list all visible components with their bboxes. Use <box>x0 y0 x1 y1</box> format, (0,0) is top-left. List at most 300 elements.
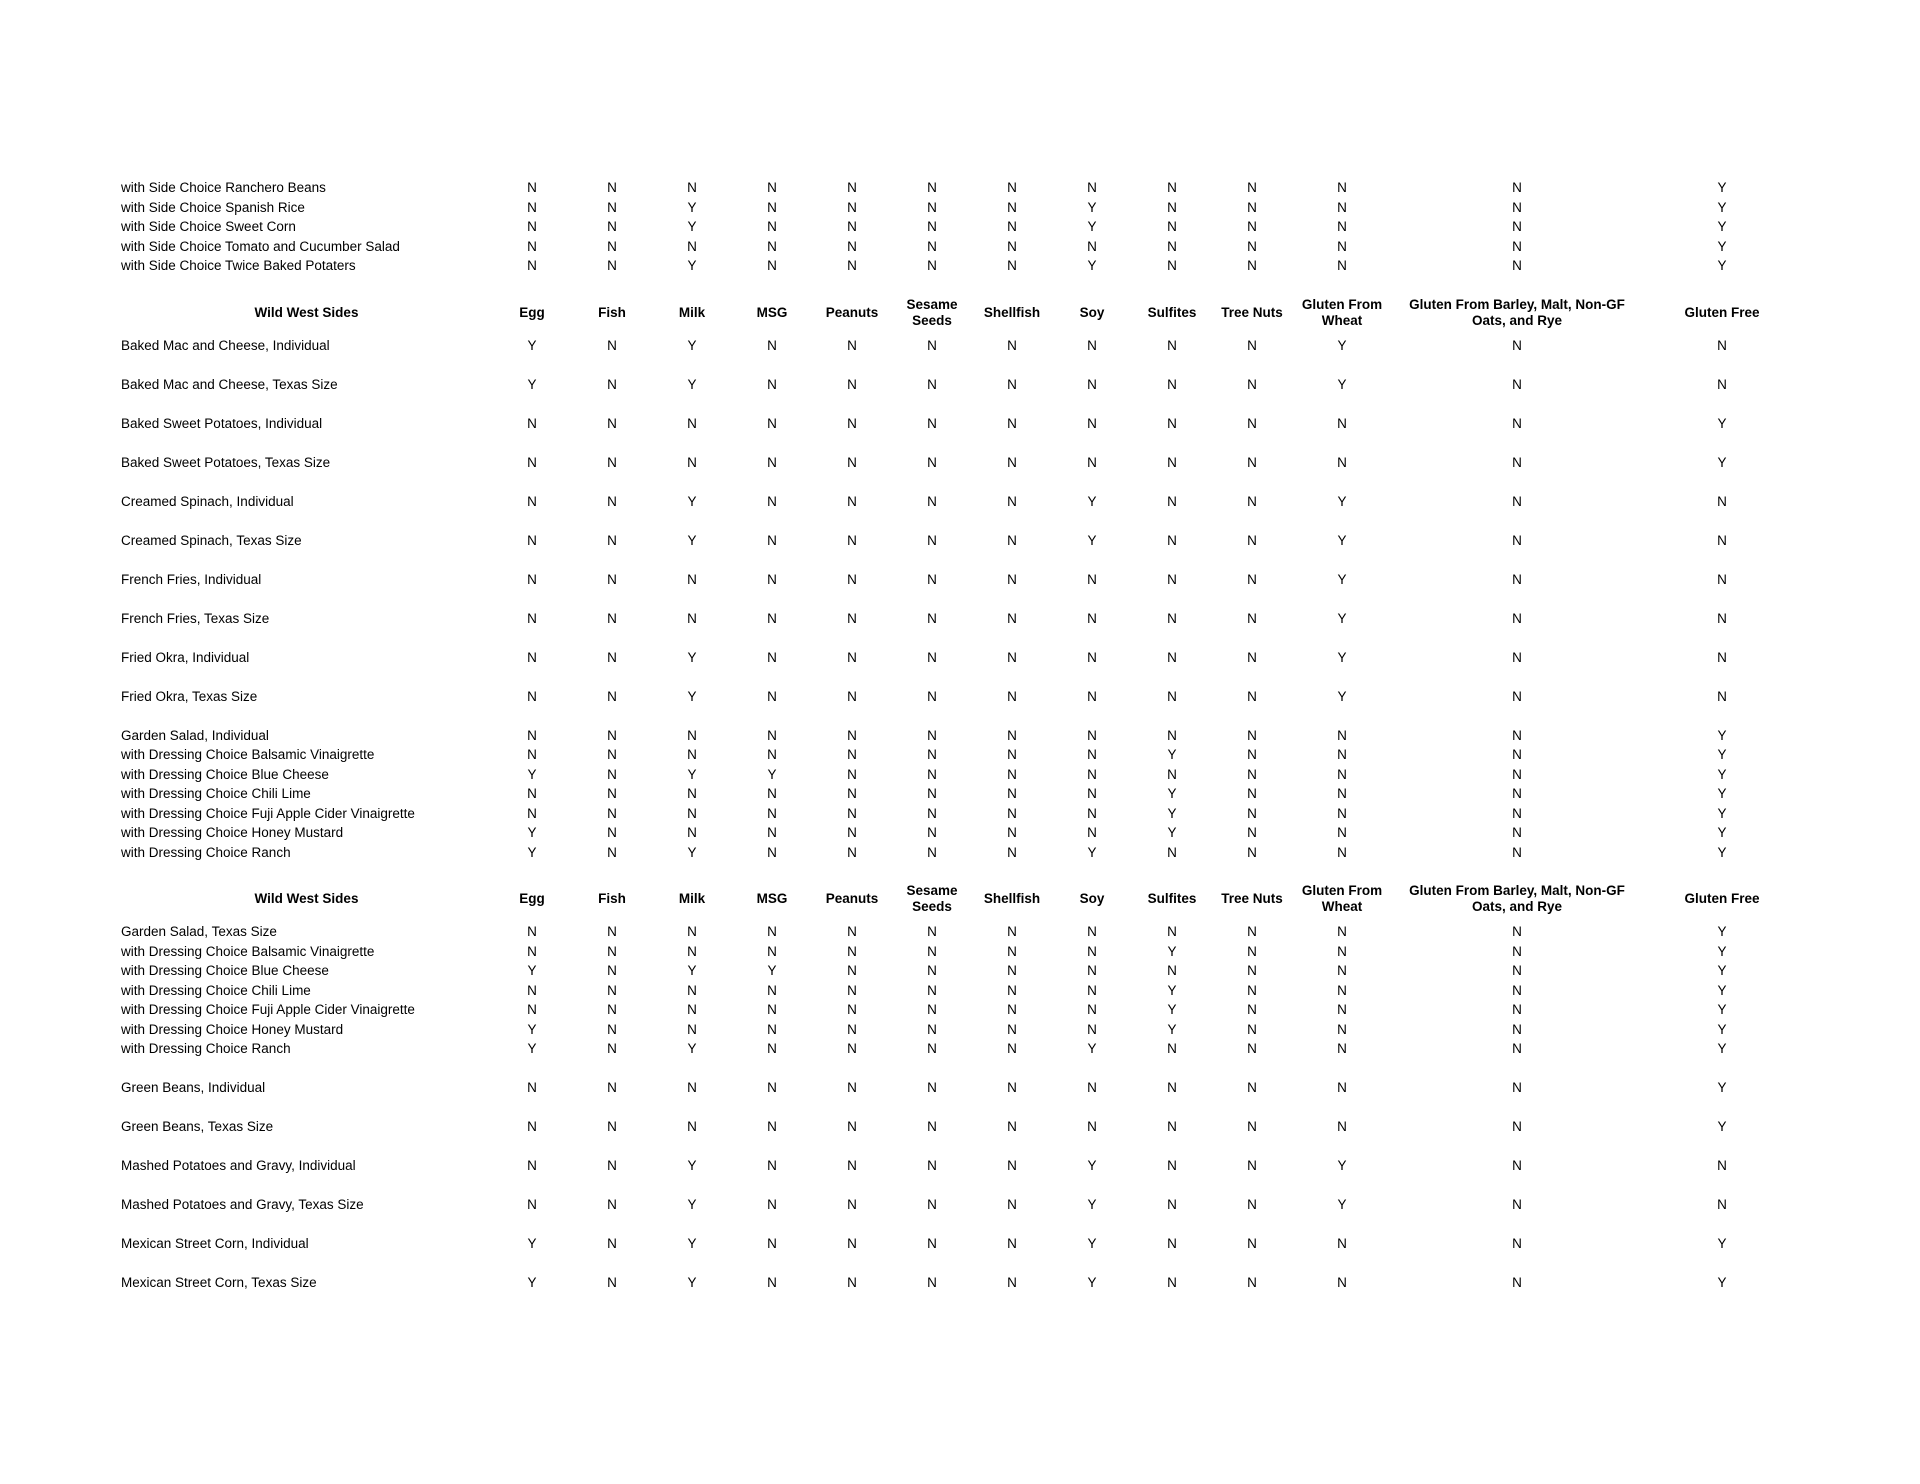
allergen-value: N <box>1087 571 1097 587</box>
allergen-value: N <box>607 337 617 353</box>
allergen-value: N <box>1087 982 1097 998</box>
allergen-value: N <box>1512 727 1522 743</box>
allergen-value: N <box>927 219 937 234</box>
allergen-value: N <box>847 982 857 998</box>
allergen-value: N <box>687 786 697 801</box>
allergen-value: N <box>927 415 937 431</box>
allergen-value: N <box>1512 1080 1522 1095</box>
spacer-row <box>0 589 1920 609</box>
allergen-value: N <box>847 454 857 470</box>
allergen-value: N <box>527 1158 537 1173</box>
allergen-value: N <box>847 337 857 353</box>
allergen-value: N <box>767 649 777 665</box>
allergen-value: N <box>607 454 617 470</box>
allergen-value: N <box>927 786 937 801</box>
item-label: with Dressing Choice Chili Lime <box>121 786 311 801</box>
allergen-value: N <box>687 454 697 470</box>
allergen-value: N <box>1087 649 1097 665</box>
allergen-value: N <box>927 982 937 998</box>
item-label: with Side Choice Twice Baked Potaters <box>121 258 356 273</box>
allergen-value: N <box>1087 963 1097 978</box>
allergen-value: N <box>1247 1236 1257 1251</box>
table-row <box>0 609 1920 629</box>
allergen-value: N <box>767 337 777 353</box>
allergen-value: N <box>1007 1158 1017 1173</box>
allergen-value: N <box>767 415 777 431</box>
allergen-value: N <box>1247 415 1257 431</box>
table-row <box>0 1156 1920 1176</box>
allergen-value: Y <box>527 1041 537 1056</box>
column-header: Soy <box>1079 891 1105 906</box>
table-row <box>0 1273 1920 1293</box>
allergen-value: Y <box>1717 727 1727 743</box>
allergen-value: N <box>1167 180 1177 195</box>
spacer-row <box>0 355 1920 375</box>
allergen-value: N <box>927 1197 937 1212</box>
column-header: Sesame Seeds <box>906 883 958 914</box>
allergen-value: N <box>1512 747 1522 762</box>
allergen-value: N <box>847 258 857 273</box>
item-label: with Dressing Choice Honey Mustard <box>121 1021 344 1037</box>
allergen-value: N <box>527 1080 537 1095</box>
allergen-value: N <box>1087 415 1097 431</box>
item-label: Baked Mac and Cheese, Texas Size <box>121 376 338 392</box>
allergen-value: N <box>767 219 777 234</box>
allergen-value: Y <box>687 844 697 860</box>
allergen-value: Y <box>687 963 697 978</box>
item-label: Mashed Potatoes and Gravy, Individual <box>121 1158 356 1173</box>
allergen-value: Y <box>527 1021 537 1037</box>
allergen-value: Y <box>1717 1021 1727 1037</box>
allergen-value: N <box>1247 1197 1257 1212</box>
allergen-value: Y <box>1717 1275 1727 1290</box>
allergen-value: N <box>1247 1041 1257 1056</box>
allergen-value: N <box>1337 454 1347 470</box>
allergen-value: N <box>1337 766 1347 782</box>
spacer-row <box>0 706 1920 726</box>
allergen-value: N <box>1512 238 1522 254</box>
allergen-value: N <box>927 238 937 254</box>
item-label: with Dressing Choice Ranch <box>121 844 291 860</box>
allergen-value: N <box>1167 1080 1177 1095</box>
allergen-value: Y <box>1717 825 1727 840</box>
column-header: Gluten Free <box>1684 304 1760 320</box>
spacer-row <box>0 628 1920 648</box>
allergen-value: N <box>1337 747 1347 762</box>
allergen-value: Y <box>1337 1197 1347 1212</box>
allergen-value: N <box>1512 454 1522 470</box>
allergen-value: N <box>1087 376 1097 392</box>
allergen-value: N <box>1247 766 1257 782</box>
allergen-value: N <box>1247 337 1257 353</box>
allergen-value: N <box>1717 532 1727 548</box>
allergen-value: N <box>1167 688 1177 704</box>
allergen-value: N <box>607 415 617 431</box>
allergen-value: N <box>767 1080 777 1095</box>
allergen-value: N <box>1247 943 1257 959</box>
allergen-value: N <box>527 415 537 431</box>
allergen-value: N <box>1247 1002 1257 1017</box>
column-header: Fish <box>598 304 626 320</box>
allergen-value: Y <box>527 844 537 860</box>
allergen-value: N <box>1087 610 1097 626</box>
allergen-value: N <box>847 805 857 821</box>
table-row <box>0 414 1920 434</box>
allergen-value: Y <box>1167 747 1177 762</box>
allergen-value: N <box>927 1041 937 1056</box>
allergen-value: N <box>927 337 937 353</box>
allergen-value: N <box>527 688 537 704</box>
spacer-row <box>0 667 1920 687</box>
allergen-value: N <box>927 688 937 704</box>
allergen-value: Y <box>527 766 537 782</box>
allergen-value: N <box>1087 1021 1097 1037</box>
allergen-value: N <box>1247 238 1257 254</box>
allergen-value: Y <box>687 688 697 704</box>
column-header: Gluten From Barley, Malt, Non-GF Oats, and Rye <box>1409 296 1625 328</box>
table-header-row <box>0 876 1920 922</box>
allergen-value: N <box>1007 786 1017 801</box>
allergen-value: N <box>607 376 617 392</box>
allergen-value: N <box>847 415 857 431</box>
column-header: Tree Nuts <box>1221 891 1283 906</box>
allergen-value: N <box>607 1041 617 1056</box>
allergen-value: N <box>847 924 857 939</box>
allergen-value: N <box>527 238 537 254</box>
allergen-value: N <box>1337 1041 1347 1056</box>
allergen-value: N <box>767 727 777 743</box>
allergen-value: N <box>607 1002 617 1017</box>
allergen-value: N <box>607 1275 617 1290</box>
allergen-value: N <box>847 1158 857 1173</box>
allergen-value: N <box>1717 649 1727 665</box>
allergen-value: N <box>687 180 697 195</box>
allergen-value: N <box>1512 337 1522 353</box>
item-label: Mexican Street Corn, Texas Size <box>121 1275 317 1290</box>
allergen-value: N <box>847 532 857 548</box>
allergen-value: N <box>1512 766 1522 782</box>
allergen-value: N <box>1167 532 1177 548</box>
allergen-value: N <box>607 727 617 743</box>
table-row <box>0 1117 1920 1137</box>
allergen-value: Y <box>1167 825 1177 840</box>
allergen-value: N <box>1337 825 1347 840</box>
allergen-value: N <box>847 493 857 509</box>
allergen-value: N <box>847 825 857 840</box>
table-row <box>0 217 1920 237</box>
allergen-value: N <box>1167 1197 1177 1212</box>
allergen-value: N <box>1087 454 1097 470</box>
allergen-value: N <box>607 1236 617 1251</box>
allergen-value: N <box>607 1197 617 1212</box>
allergen-value: N <box>527 747 537 762</box>
allergen-value: N <box>1247 688 1257 704</box>
allergen-value: N <box>1247 199 1257 215</box>
allergen-value: N <box>607 610 617 626</box>
allergen-value: N <box>1167 610 1177 626</box>
allergen-value: N <box>687 924 697 939</box>
allergen-value: N <box>1087 766 1097 782</box>
allergen-value: Y <box>527 963 537 978</box>
allergen-value: N <box>1247 180 1257 195</box>
allergen-value: Y <box>1717 1080 1727 1095</box>
table-row <box>0 237 1920 257</box>
allergen-value: N <box>927 454 937 470</box>
allergen-value: N <box>767 532 777 548</box>
allergen-value: N <box>687 238 697 254</box>
allergen-value: N <box>1007 610 1017 626</box>
allergen-value: N <box>847 1041 857 1056</box>
table-row <box>0 961 1920 981</box>
allergen-value: Y <box>1087 199 1097 215</box>
table-row <box>0 823 1920 843</box>
allergen-value: Y <box>1087 1041 1097 1056</box>
allergen-value: Y <box>687 1236 697 1251</box>
allergen-value: N <box>607 1119 617 1134</box>
allergen-value: Y <box>1337 688 1347 704</box>
allergen-value: N <box>847 219 857 234</box>
spacer-row <box>0 433 1920 453</box>
allergen-value: N <box>847 180 857 195</box>
allergen-value: N <box>1167 199 1177 215</box>
allergen-value: N <box>1337 415 1347 431</box>
item-label: with Dressing Choice Balsamic Vinaigrette <box>121 943 375 959</box>
table-row <box>0 1234 1920 1254</box>
allergen-value: Y <box>687 1275 697 1290</box>
allergen-value: N <box>847 1275 857 1290</box>
allergen-value: N <box>1087 825 1097 840</box>
allergen-value: N <box>927 727 937 743</box>
allergen-value: N <box>607 766 617 782</box>
allergen-value: N <box>927 199 937 215</box>
allergen-value: N <box>687 1119 697 1134</box>
allergen-value: N <box>1512 786 1522 801</box>
allergen-value: N <box>1247 1275 1257 1290</box>
table-row <box>0 922 1920 942</box>
allergen-value: N <box>927 180 937 195</box>
allergen-value: N <box>1087 1002 1097 1017</box>
allergen-value: N <box>527 982 537 998</box>
allergen-value: N <box>1247 786 1257 801</box>
allergen-value: N <box>607 493 617 509</box>
allergen-value: N <box>927 1002 937 1017</box>
allergen-value: N <box>607 1080 617 1095</box>
allergen-value: N <box>1167 238 1177 254</box>
spacer-row <box>0 1215 1920 1235</box>
allergen-value: N <box>1007 649 1017 665</box>
table-header-row <box>0 290 1920 336</box>
allergen-value: N <box>1247 727 1257 743</box>
allergen-value: N <box>1247 844 1257 860</box>
allergen-value: N <box>1337 805 1347 821</box>
allergen-value: Y <box>1717 1236 1727 1251</box>
allergen-value: N <box>1167 493 1177 509</box>
allergen-value: N <box>1337 963 1347 978</box>
allergen-value: N <box>1007 1119 1017 1134</box>
allergen-value: Y <box>687 1041 697 1056</box>
allergen-value: N <box>687 805 697 821</box>
allergen-value: N <box>1167 924 1177 939</box>
item-label: Garden Salad, Texas Size <box>121 924 277 939</box>
allergen-value: N <box>767 1002 777 1017</box>
allergen-value: N <box>1087 805 1097 821</box>
allergen-value: N <box>927 493 937 509</box>
allergen-value: Y <box>527 376 537 392</box>
allergen-value: N <box>1512 571 1522 587</box>
allergen-value: N <box>1247 1080 1257 1095</box>
allergen-value: N <box>687 1002 697 1017</box>
allergen-value: N <box>527 258 537 273</box>
allergen-value: N <box>1007 963 1017 978</box>
allergen-value: N <box>687 727 697 743</box>
allergen-value: N <box>1512 376 1522 392</box>
allergen-value: Y <box>1087 1236 1097 1251</box>
allergen-value: Y <box>1167 943 1177 959</box>
allergen-value: N <box>1007 199 1017 215</box>
item-label: with Dressing Choice Fuji Apple Cider Vinaigrette <box>121 805 415 821</box>
allergen-value: N <box>927 844 937 860</box>
allergen-value: N <box>1167 1041 1177 1056</box>
allergen-value: N <box>527 727 537 743</box>
allergen-value: N <box>767 688 777 704</box>
allergen-value: N <box>527 493 537 509</box>
allergen-value: N <box>607 982 617 998</box>
allergen-value: N <box>927 747 937 762</box>
item-label: with Dressing Choice Honey Mustard <box>121 825 344 840</box>
table-row <box>0 375 1920 395</box>
allergen-value: N <box>1337 786 1347 801</box>
allergen-value: N <box>1247 571 1257 587</box>
allergen-value: Y <box>687 337 697 353</box>
item-label: Green Beans, Texas Size <box>121 1119 274 1134</box>
allergen-value: Y <box>1717 1002 1727 1017</box>
allergen-value: N <box>1007 982 1017 998</box>
allergen-value: N <box>1512 219 1522 234</box>
item-label: Baked Sweet Potatoes, Individual <box>121 415 323 431</box>
allergen-value: Y <box>687 219 697 234</box>
allergen-value: Y <box>687 493 697 509</box>
allergen-value: N <box>927 1080 937 1095</box>
item-label: Creamed Spinach, Texas Size <box>121 532 302 548</box>
allergen-value: N <box>527 649 537 665</box>
allergen-value: N <box>1167 1119 1177 1134</box>
allergen-value: Y <box>1717 844 1727 860</box>
allergen-value: Y <box>1717 766 1727 782</box>
allergen-value: N <box>1512 1236 1522 1251</box>
column-header: Gluten From Wheat <box>1301 296 1383 328</box>
allergen-value: N <box>767 180 777 195</box>
allergen-value: N <box>767 844 777 860</box>
allergen-value: N <box>1247 649 1257 665</box>
allergen-value: N <box>1167 1275 1177 1290</box>
spacer-row <box>0 1254 1920 1274</box>
allergen-value: N <box>1512 825 1522 840</box>
allergen-value: N <box>1167 337 1177 353</box>
allergen-value: N <box>607 688 617 704</box>
allergen-value: N <box>767 982 777 998</box>
table-row <box>0 648 1920 668</box>
allergen-value: N <box>1512 1197 1522 1212</box>
allergen-value: N <box>1007 688 1017 704</box>
allergen-value: N <box>927 766 937 782</box>
allergen-value: N <box>767 924 777 939</box>
item-label: Mexican Street Corn, Individual <box>121 1236 309 1251</box>
allergen-value: N <box>1512 805 1522 821</box>
spacer-row <box>0 394 1920 414</box>
allergen-value: Y <box>767 766 777 782</box>
allergen-value: Y <box>687 376 697 392</box>
allergen-value: N <box>1007 337 1017 353</box>
table-row <box>0 492 1920 512</box>
allergen-value: N <box>1167 415 1177 431</box>
allergen-value: Y <box>767 963 777 978</box>
allergen-value: N <box>1512 1158 1522 1173</box>
allergen-value: N <box>1247 1158 1257 1173</box>
allergen-value: N <box>1007 219 1017 234</box>
allergen-value: N <box>927 532 937 548</box>
allergen-value: Y <box>1717 805 1727 821</box>
allergen-value: N <box>1337 199 1347 215</box>
allergen-value: N <box>607 747 617 762</box>
item-label: with Side Choice Spanish Rice <box>121 199 305 215</box>
allergen-value: N <box>1087 688 1097 704</box>
allergen-value: N <box>607 924 617 939</box>
allergen-value: N <box>1512 943 1522 959</box>
allergen-value: Y <box>687 766 697 782</box>
allergen-value: N <box>687 1080 697 1095</box>
allergen-value: N <box>1087 1119 1097 1134</box>
item-label: with Side Choice Ranchero Beans <box>121 180 326 195</box>
allergen-value: N <box>847 786 857 801</box>
allergen-value: N <box>1717 1158 1727 1173</box>
allergen-value: N <box>1167 1236 1177 1251</box>
allergen-value: N <box>847 688 857 704</box>
allergen-value: N <box>927 1119 937 1134</box>
allergen-value: Y <box>527 337 537 353</box>
allergen-value: Y <box>1717 415 1727 431</box>
allergen-value: N <box>847 1236 857 1251</box>
table-row <box>0 745 1920 765</box>
allergen-value: N <box>847 610 857 626</box>
allergen-value: N <box>1087 180 1097 195</box>
allergen-value: N <box>1087 238 1097 254</box>
allergen-value: N <box>1247 454 1257 470</box>
allergen-value: Y <box>1337 1158 1347 1173</box>
allergen-value: N <box>607 805 617 821</box>
allergen-value: N <box>687 982 697 998</box>
allergen-value: N <box>1337 1021 1347 1037</box>
allergen-value: N <box>607 963 617 978</box>
allergen-value: N <box>607 238 617 254</box>
allergen-value: N <box>527 571 537 587</box>
allergen-value: Y <box>687 199 697 215</box>
allergen-value: N <box>847 649 857 665</box>
allergen-value: N <box>847 844 857 860</box>
allergen-value: N <box>607 1021 617 1037</box>
allergen-value: N <box>1167 258 1177 273</box>
table-row <box>0 784 1920 804</box>
allergen-value: N <box>1007 493 1017 509</box>
allergen-value: Y <box>527 1236 537 1251</box>
allergen-value: N <box>1007 1041 1017 1056</box>
allergen-value: N <box>687 415 697 431</box>
allergen-value: N <box>767 258 777 273</box>
allergen-value: N <box>1167 844 1177 860</box>
column-header: Shellfish <box>983 891 1041 906</box>
allergen-value: N <box>1167 454 1177 470</box>
allergen-value: N <box>607 532 617 548</box>
allergen-value: N <box>1087 727 1097 743</box>
